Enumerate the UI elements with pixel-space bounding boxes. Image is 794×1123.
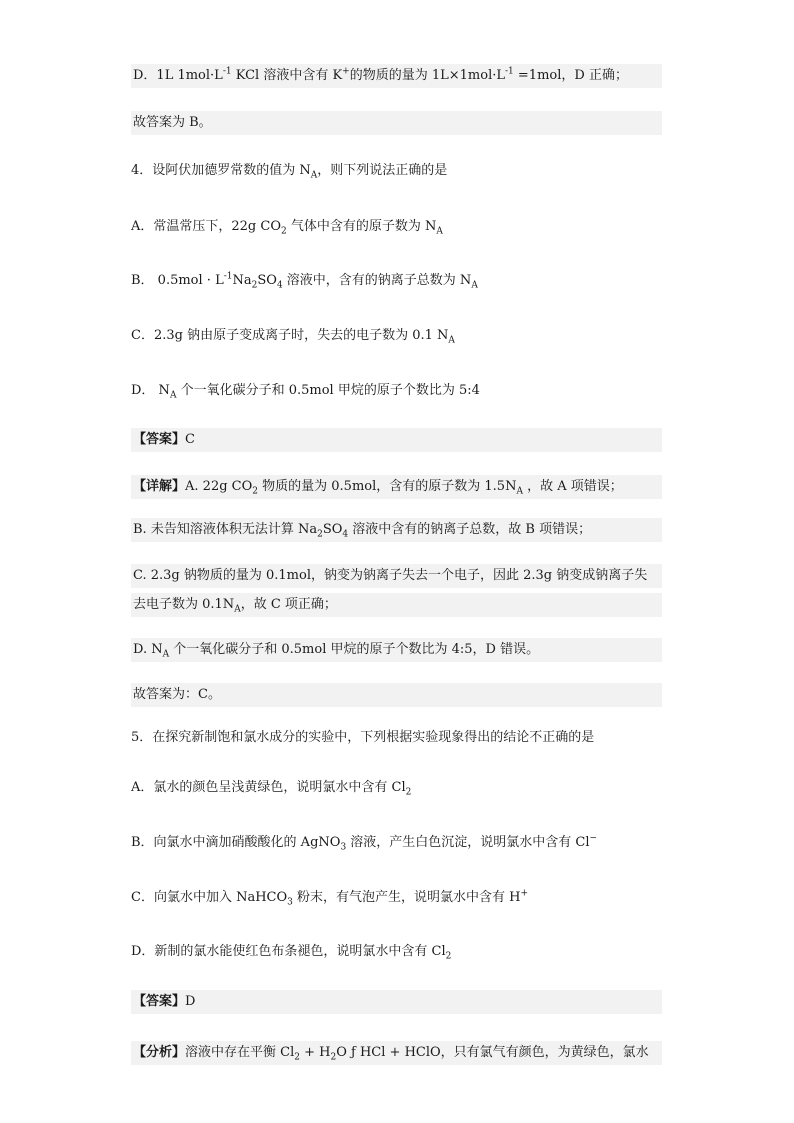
question-4-option-b: B． $0.5mol \cdot L^{-1}Na_2SO_4$ 溶液中，含有的钠离子总数为 $N_A$ bbox=[131, 271, 478, 291]
question-4-detail-a: 【详解】A. 22g $CO_2$ 物质的量为 0.5mol，含有的原子数为 $1.5N_A$ ，故 A 项错误； bbox=[131, 475, 662, 499]
answer-conclusion: 故答案为 B。 bbox=[131, 111, 662, 135]
question-4-option-a: A．常温常压下，22g $CO_2$ 气体中含有的原子数为 $N_A$ bbox=[131, 219, 443, 237]
question-5-option-a: A．氯水的颜色呈浅黄绿色，说明氯水中含有 $Cl_2$ bbox=[131, 780, 412, 798]
question-4-detail-d: D. $N_A$ 个一氧化碳分子和 0.5mol 甲烷的原子个数比为 4:5，D 错误。 bbox=[131, 638, 662, 662]
answer-line-d: D．1L $1mol\cdot L^{-1}$ KCl 溶液中含有 K+的物质的量为 $1L\times 1mol\cdot L^{-1} =1mol$，D 正确； bbox=[131, 64, 662, 88]
question-4-option-d: D． $N_A$ 个一氧化碳分子和 0.5mol 甲烷的原子个数比为 5:4 bbox=[131, 383, 480, 401]
question-4-stem: 4．设阿伏加德罗常数的值为 $N_A$，则下列说法正确的是 bbox=[131, 163, 448, 181]
question-5-option-b: B．向氯水中滴加硝酸酸化的 AgNO$_3$ 溶液，产生白色沉淀，说明氯水中含有 Cl− bbox=[131, 833, 598, 853]
question-5-answer: 【答案】D bbox=[131, 990, 662, 1014]
question-4-detail-b: B. 未告知溶液体积无法计算 $Na_2SO_4$ 溶液中含有的钠离子总数，故 B 项错误； bbox=[131, 518, 662, 542]
question-5-option-c: C．向氯水中加入 NaHCO$_3$ 粉末，有气泡产生，说明氯水中含有 H+ bbox=[131, 888, 529, 908]
question-5-analysis: 【分析】溶液中存在平衡 $Cl_2 + H_2O$ ƒ HCl + HClO，只有氯气有颜色，为黄绿色，氯水 bbox=[131, 1041, 662, 1065]
question-5-option-d: D．新制的氯水能使红色布条褪色，说明氯水中含有 $Cl_2$ bbox=[131, 944, 452, 962]
question-4-conclusion: 故答案为：C。 bbox=[131, 683, 662, 707]
question-4-detail-c-line2: 去电子数为 $0.1N_A$，故 C 项正确； bbox=[131, 593, 662, 617]
question-4-detail-c-line1: C. 2.3g 钠物质的量为 0.1mol，钠变为钠离子失去一个电子，因此 2.3g 钠变成钠离子失 bbox=[131, 564, 662, 588]
question-4-answer: 【答案】C bbox=[131, 428, 662, 452]
question-5-stem: 5．在探究新制饱和氯水成分的实验中，下列根据实验现象得出的结论不正确的是 bbox=[131, 730, 595, 745]
question-4-option-c: C．2.3g 钠由原子变成离子时，失去的电子数为 0.1 $N_A$ bbox=[131, 328, 455, 346]
